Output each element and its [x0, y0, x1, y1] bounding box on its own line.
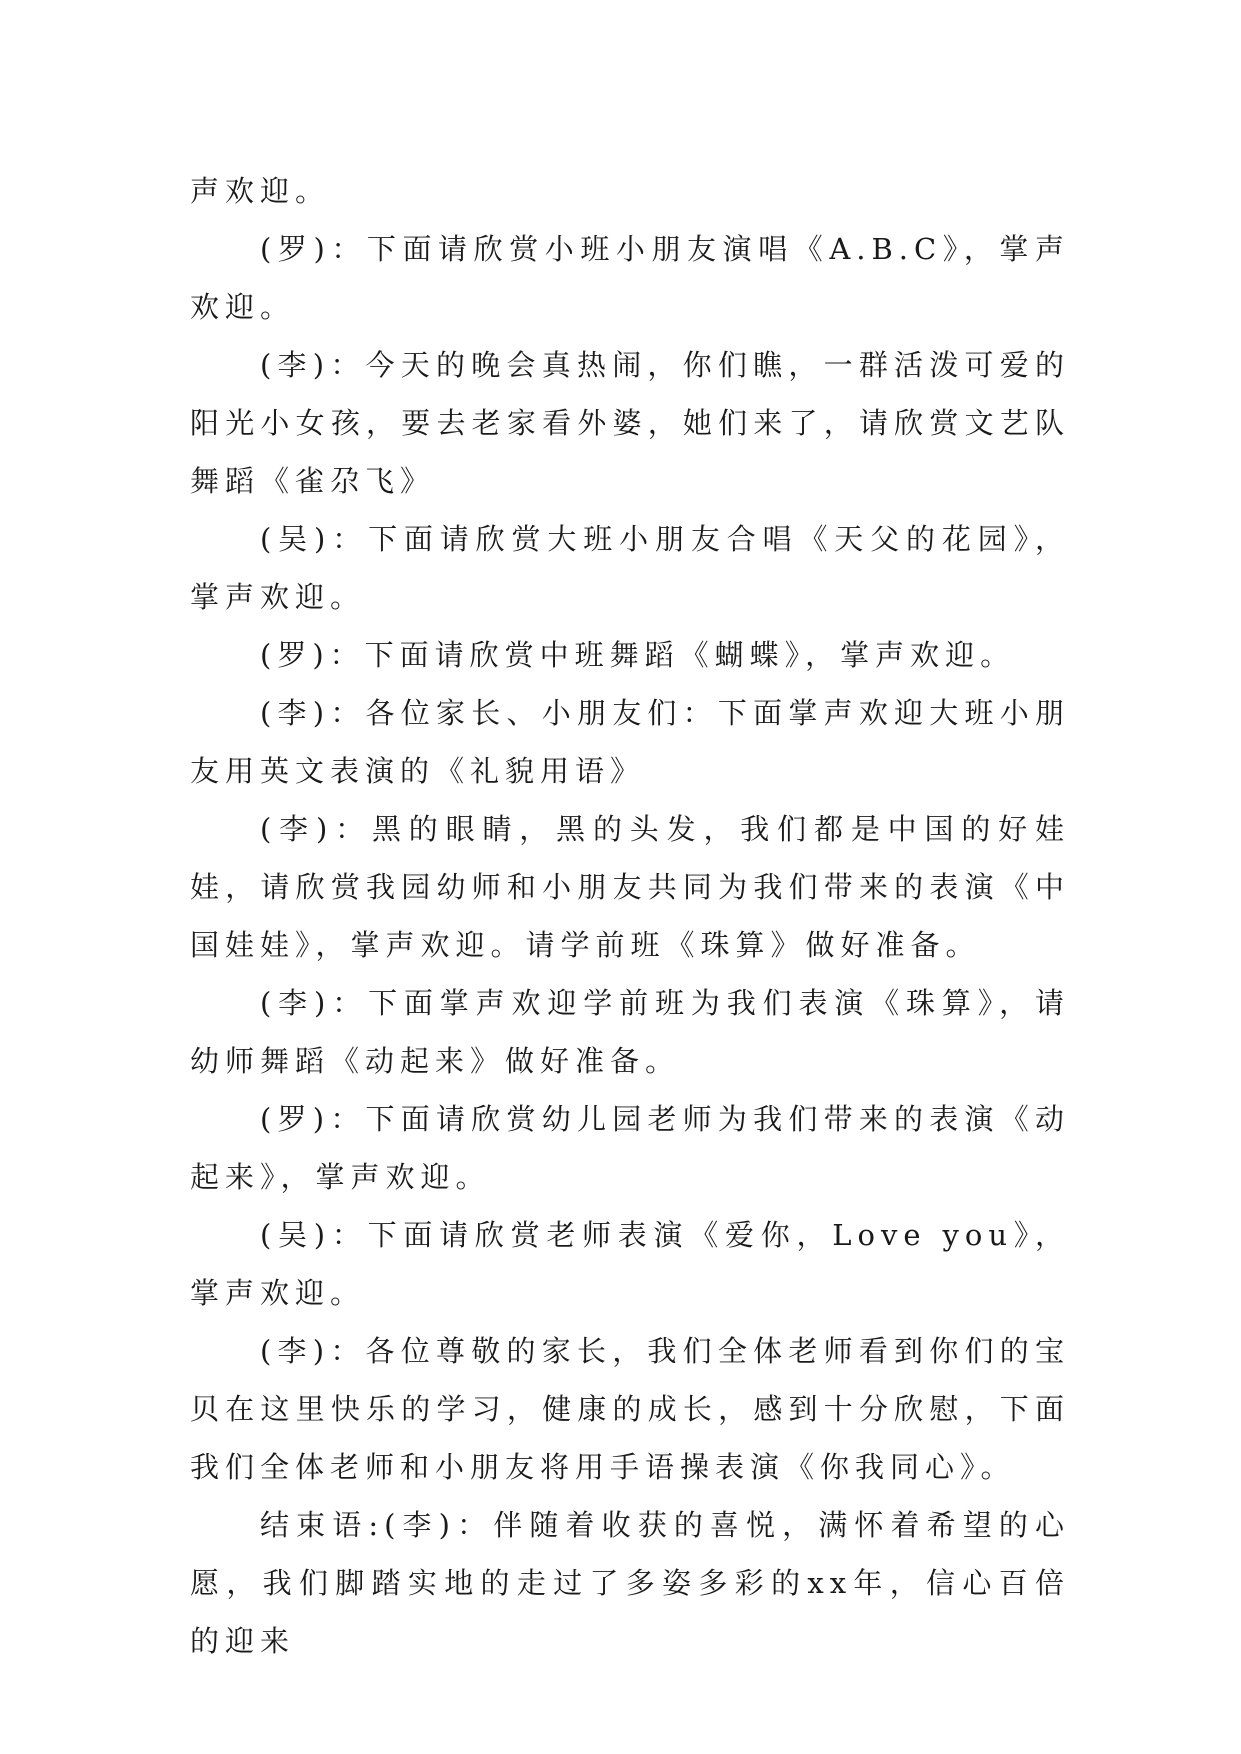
paragraph: (李)：各位尊敬的家长，我们全体老师看到你们的宝贝在这里快乐的学习，健康的成长，感到十分欣慰，下面我们全体老师和小朋友将用手语操表演《你我同心》。 [190, 1334, 1070, 1484]
paragraph: (罗)：下面请欣赏中班舞蹈《蝴蝶》，掌声欢迎。 [260, 638, 1016, 672]
paragraph: (李)：黑的眼睛，黑的头发，我们都是中国的好娃娃，请欣赏我园幼师和小朋友共同为我们带来的表演《中国娃娃》，掌声欢迎。请学前班《珠算》做好准备。 [190, 812, 1070, 962]
paragraph: (李)：今天的晚会真热闹，你们瞧，一群活泼可爱的阳光小女孩，要去老家看外婆，她们来了，请欣赏文艺队舞蹈《雀尕飞》 [190, 348, 1070, 498]
paragraph: (吴)：下面请欣赏老师表演《爱你，Love you》，掌声欢迎。 [190, 1218, 1070, 1310]
paragraph: (罗)：下面请欣赏幼儿园老师为我们带来的表演《动起来》，掌声欢迎。 [190, 1102, 1070, 1194]
paragraph: (李)：下面掌声欢迎学前班为我们表演《珠算》，请幼师舞蹈《动起来》做好准备。 [190, 986, 1070, 1078]
paragraph: (李)：各位家长、小朋友们：下面掌声欢迎大班小朋友用英文表演的《礼貌用语》 [190, 696, 1070, 788]
document-body [190, 162, 1070, 1670]
paragraph: (罗)：下面请欣赏小班小朋友演唱《A.B.C》，掌声欢迎。 [190, 232, 1070, 324]
paragraph: 结束语:(李)：伴随着收获的喜悦，满怀着希望的心愿，我们脚踏实地的走过了多姿多彩的xx年，信心百倍的迎来 [190, 1508, 1070, 1658]
paragraph: 声欢迎。 [190, 174, 331, 208]
paragraph: (吴)：下面请欣赏大班小朋友合唱《天父的花园》，掌声欢迎。 [190, 522, 1070, 614]
